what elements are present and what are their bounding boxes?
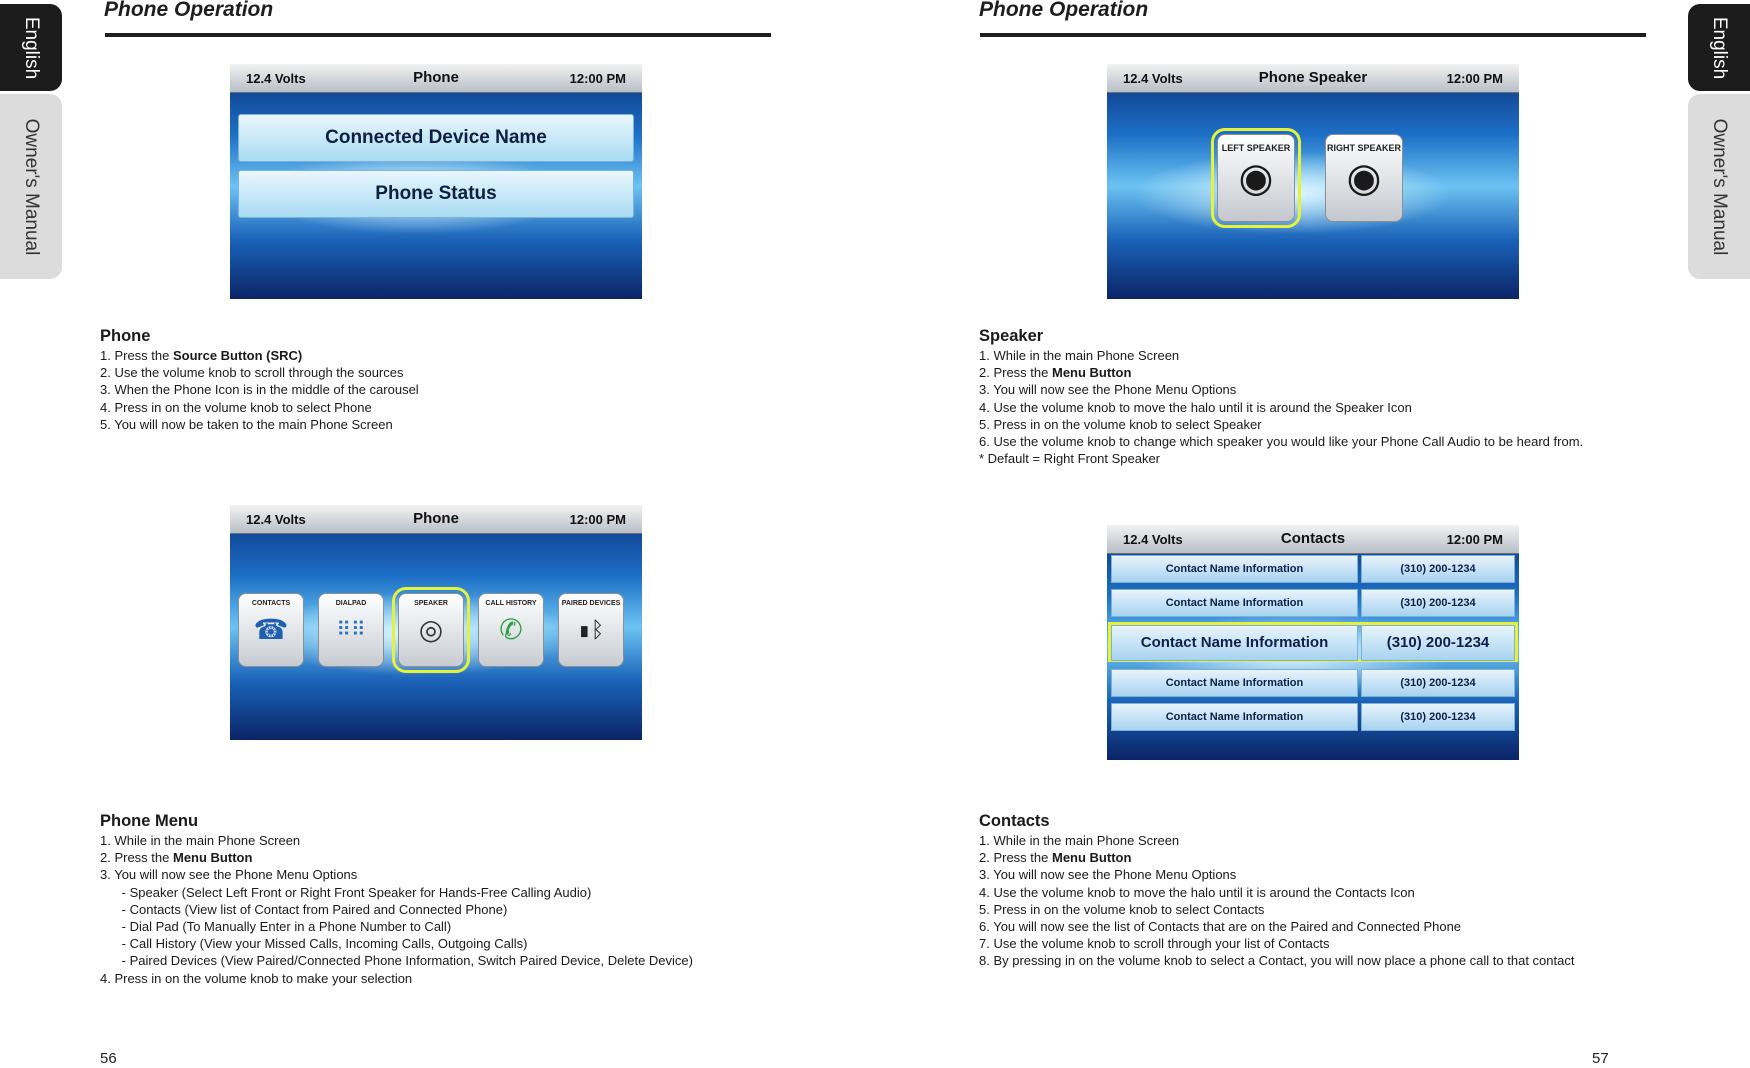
contacts-section (979, 811, 1574, 970)
status-bar (230, 505, 642, 534)
step-line: 1. While in the main Phone Screen (100, 833, 301, 848)
left-page-title: Phone Operation (104, 0, 274, 21)
step-line: 4. Use the volume knob to move the halo until it is around the Contacts Icon (979, 884, 1415, 900)
step-line: - Dial Pad (To Manually Enter in a Phone Number to Call) (100, 919, 452, 935)
phone-menu-section (100, 811, 693, 987)
step-line: - Call History (View your Missed Calls, Incoming Calls, Outgoing Calls) (100, 936, 528, 952)
step-line: 1. While in the main Phone Screen (979, 833, 1180, 848)
step-line: 4. Press in on the volume knob to make your selection (100, 970, 413, 986)
step-line: 8. By pressing in on the volume knob to select a Contact, you will now place a phone call to that contact (979, 953, 1575, 969)
step-line: * Default = Right Front Speaker (979, 451, 1161, 467)
speaker-icon: ◉ (1346, 156, 1382, 200)
left-speaker-button[interactable]: LEFT SPEAKER ◉ (1217, 134, 1295, 222)
step-line: 7. Use the volume knob to scroll through your list of Contacts (979, 936, 1330, 952)
step-line: - Contacts (View list of Contact from Paired and Connected Phone) (100, 901, 508, 917)
status-bar (230, 64, 642, 93)
step-line: 2. Use the volume knob to scroll through the sources (100, 365, 404, 381)
screen-title: Contacts (1280, 530, 1346, 547)
phone-screen-image (230, 64, 642, 299)
english-tab-label: English (21, 16, 42, 79)
english-tab-right[interactable] (1688, 4, 1750, 91)
step-line: 1. While in the main Phone Screen (979, 348, 1180, 363)
status-bar (1107, 525, 1519, 554)
contact-row[interactable]: Contact Name Information (310) 200-1234 (1111, 703, 1515, 729)
step-line: 4. Press in on the volume knob to select Phone (100, 399, 372, 415)
step-line: 3. You will now see the Phone Menu Options (979, 382, 1237, 398)
bluetooth-icon: ▮ᛒ (577, 617, 605, 642)
owners-manual-tab-left[interactable] (0, 94, 62, 279)
step-line: 5. Press in on the volume knob to select Contacts (979, 901, 1265, 917)
paired-devices-tile[interactable]: PAIRED DEVICES ▮ᛒ (558, 593, 624, 667)
phone-section (100, 326, 419, 433)
voltage-readout: 12.4 Volts (1123, 532, 1183, 547)
page-number: 56 (100, 1050, 117, 1067)
contact-row[interactable]: Contact Name Information (310) 200-1234 (1111, 589, 1515, 615)
section-heading: Phone Menu (100, 812, 199, 830)
step-line: 2. Press the Menu Button (979, 850, 1132, 866)
owners-manual-tab-label: Owner's Manual (21, 118, 42, 255)
speaker-section (979, 326, 1583, 467)
voltage-readout: 12.4 Volts (1123, 71, 1183, 86)
step-line: 5. You will now be taken to the main Phone Screen (100, 416, 393, 432)
left-title-rule (105, 33, 771, 37)
right-speaker-button[interactable]: RIGHT SPEAKER ◉ (1325, 134, 1403, 222)
right-page-title: Phone Operation (979, 0, 1149, 21)
speaker-icon: ◎ (418, 614, 444, 645)
english-tab-left[interactable] (0, 4, 62, 91)
page-number: 57 (1592, 1050, 1609, 1067)
contact-row-selected[interactable]: Contact Name Information (310) 200-1234 (1111, 625, 1515, 659)
owners-manual-tab-label: Owner's Manual (1709, 118, 1730, 255)
contacts-icon: ☎ (253, 614, 289, 645)
step-line: 6. You will now see the list of Contacts that are on the Paired and Connected Phone (979, 919, 1462, 935)
step-line: - Paired Devices (View Paired/Connected Phone Information, Switch Paired Device, Delete Device) (100, 953, 693, 969)
contact-row[interactable]: Contact Name Information (310) 200-1234 (1111, 555, 1515, 581)
clock: 12:00 PM (569, 512, 626, 527)
section-heading: Speaker (979, 327, 1044, 345)
voltage-readout: 12.4 Volts (246, 512, 306, 527)
clock: 12:00 PM (1446, 71, 1503, 86)
step-line: 5. Press in on the volume knob to select Speaker (979, 416, 1262, 432)
clock: 12:00 PM (1446, 532, 1503, 547)
right-title-rule (980, 33, 1646, 37)
dialpad-icon: ⠿⠿ (336, 619, 366, 641)
section-heading: Phone (100, 327, 151, 345)
dialpad-tile[interactable]: DIALPAD ⠿⠿ (318, 593, 384, 667)
step-line: - Speaker (Select Left Front or Right Front Speaker for Hands-Free Calling Audio) (100, 884, 592, 900)
phone-status-button[interactable]: Phone Status (238, 170, 634, 218)
step-line: 4. Use the volume knob to move the halo until it is around the Speaker Icon (979, 399, 1412, 415)
step-line: 3. When the Phone Icon is in the middle of the carousel (100, 382, 419, 398)
step-line: 3. You will now see the Phone Menu Options (100, 867, 358, 883)
call-history-tile[interactable]: CALL HISTORY ✆ (478, 593, 544, 667)
speaker-tile[interactable]: SPEAKER ◎ (398, 593, 464, 667)
screen-title: Phone Speaker (1258, 69, 1368, 86)
screen-title: Phone (413, 69, 459, 86)
screen-title: Phone (413, 510, 459, 527)
contacts-tile[interactable]: CONTACTS ☎ (238, 593, 304, 667)
step-line: 6. Use the volume knob to change which speaker you would like your Phone Call Audio to be heard from. (979, 434, 1584, 450)
phone-menu-screen-image (230, 505, 642, 740)
step-line: 1. Press the Source Button (SRC) (100, 348, 303, 363)
clock: 12:00 PM (569, 71, 626, 86)
step-line: 3. You will now see the Phone Menu Options (979, 867, 1237, 883)
phone-speaker-screen-image (1107, 64, 1519, 299)
step-line: 2. Press the Menu Button (979, 365, 1132, 381)
connected-device-name-button[interactable]: Connected Device Name (238, 114, 634, 162)
contact-row[interactable]: Contact Name Information (310) 200-1234 (1111, 669, 1515, 695)
voltage-readout: 12.4 Volts (246, 71, 306, 86)
status-bar (1107, 64, 1519, 93)
section-heading: Contacts (979, 812, 1050, 830)
step-line: 2. Press the Menu Button (100, 850, 253, 866)
english-tab-label: English (1709, 16, 1730, 79)
owners-manual-tab-right[interactable] (1688, 94, 1750, 279)
contacts-screen-image (1107, 525, 1519, 760)
speaker-icon: ◉ (1238, 156, 1274, 200)
call-history-icon: ✆ (499, 614, 523, 645)
